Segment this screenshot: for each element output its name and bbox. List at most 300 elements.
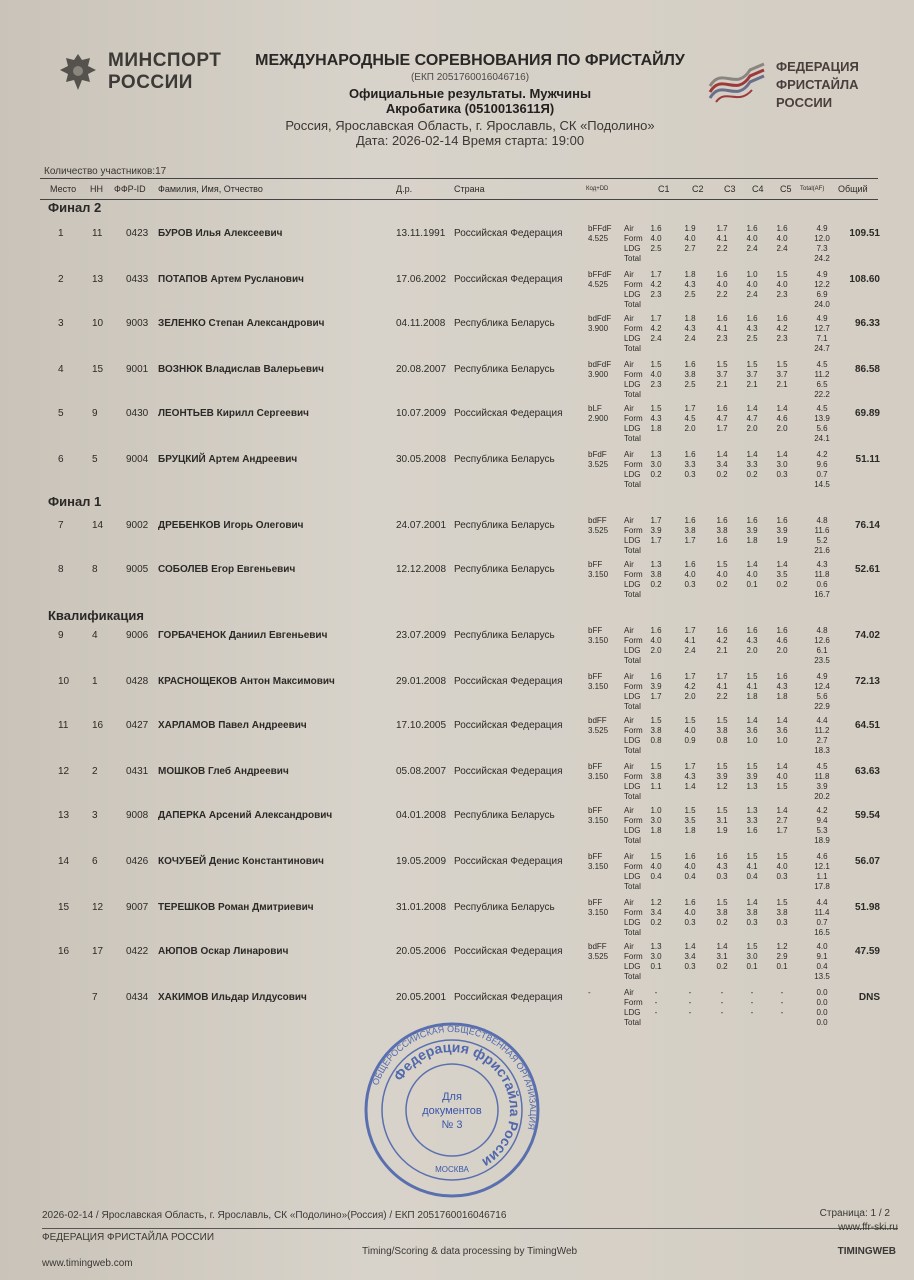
judge-score: 1.6 (716, 626, 728, 635)
score-label: Form (624, 682, 643, 691)
judge-score: 2.2 (716, 692, 728, 701)
venue: Россия, Ярославская Область, г. Ярославль, СК «Подолино» (285, 118, 655, 133)
jump-code (588, 360, 611, 380)
judge-scores-c1 (644, 942, 668, 972)
judge-score: 1.5 (650, 852, 662, 861)
dob-cell: 20.05.2001 (396, 992, 447, 1003)
judge-scores-c4 (740, 942, 764, 972)
judge-score: 4.0 (776, 772, 788, 781)
judge-scores-c4 (740, 270, 764, 300)
country-cell: Республика Беларусь (454, 564, 555, 575)
country-cell: Республика Беларусь (454, 630, 555, 641)
code-value: - (588, 988, 591, 997)
score-label: Air (624, 224, 634, 233)
ffr-id-cell: 9007 (126, 902, 149, 913)
judge-score: 2.9 (776, 952, 788, 961)
judge-score: 1.6 (684, 516, 696, 525)
score-totals (810, 762, 834, 802)
score-label: Form (624, 726, 643, 735)
judge-score: 2.0 (650, 646, 662, 655)
place-cell: 13 (58, 810, 70, 821)
judge-scores-c3 (710, 988, 734, 1018)
judge-score: 1.5 (746, 762, 758, 771)
judge-score: 3.9 (716, 772, 728, 781)
country-cell: Республика Беларусь (454, 520, 555, 531)
ffr-id-cell: 9006 (126, 630, 149, 641)
component-total: 6.5 (816, 380, 828, 389)
judge-score: 1.6 (684, 852, 696, 861)
overall-score: 47.59 (854, 946, 880, 957)
judge-score: 3.6 (746, 726, 758, 735)
judge-score: 1.6 (684, 898, 696, 907)
judge-score: 0.1 (746, 962, 758, 971)
component-total: 9.4 (816, 816, 828, 825)
col-c1: C1 (658, 184, 670, 194)
code-value: bdFdF (588, 360, 612, 369)
score-label: Air (624, 806, 634, 815)
table-row (40, 224, 878, 268)
judge-score: 1.2 (716, 782, 728, 791)
judge-score: 1.8 (650, 424, 662, 433)
footer-timing: Timing/Scoring & data processing by TimingWeb (362, 1246, 578, 1257)
score-label: LDG (624, 290, 641, 299)
table-row (40, 516, 878, 560)
code-value: bdFdF (588, 314, 612, 323)
score-label: Form (624, 324, 643, 333)
nn-cell: 4 (92, 630, 98, 641)
dd-value: 3.525 (588, 952, 609, 961)
component-total: 12.6 (814, 636, 830, 645)
judge-scores-c1 (644, 224, 668, 254)
jump-total: 20.2 (814, 792, 830, 801)
overall-score: DNS (858, 992, 880, 1003)
judge-score: 1.3 (650, 450, 662, 459)
jump-code (588, 626, 608, 646)
code-value: bFF (588, 852, 603, 861)
score-labels (624, 672, 643, 712)
col-total: Total(AF) (800, 186, 825, 192)
dd-value: 3.900 (588, 370, 609, 379)
place-cell: 3 (58, 318, 64, 329)
ffr-id-cell: 9008 (126, 810, 149, 821)
country-cell: Российская Федерация (454, 992, 563, 1003)
score-label: Total (624, 1018, 641, 1027)
footer-federation: ФЕДЕРАЦИЯ ФРИСТАЙЛА РОССИИ (42, 1232, 215, 1243)
dd-value: 2.900 (588, 414, 609, 423)
document-header (230, 52, 710, 148)
judge-score: 3.8 (716, 908, 728, 917)
score-label: Air (624, 516, 634, 525)
table-row (40, 898, 878, 942)
judge-score: 1.5 (716, 806, 728, 815)
judge-score: 1.6 (746, 224, 758, 233)
athlete-name: СОБОЛЕВ Егор Евгеньевич (158, 564, 296, 575)
component-total: 4.3 (816, 560, 828, 569)
judge-score: 2.4 (684, 334, 696, 343)
dob-cell: 29.01.2008 (396, 676, 447, 687)
score-totals (810, 224, 834, 264)
judge-score: 2.4 (746, 244, 758, 253)
table-row (40, 270, 878, 314)
judge-score: 3.7 (746, 370, 758, 379)
judge-score: 1.4 (746, 560, 758, 569)
judge-score: 3.8 (650, 570, 662, 579)
code-value: bdFF (588, 942, 607, 951)
dob-cell: 05.08.2007 (396, 766, 447, 777)
country-cell: Российская Федерация (454, 676, 563, 687)
component-total: 9.6 (816, 460, 828, 469)
footer-line (42, 1208, 898, 1229)
score-label: Total (624, 254, 641, 263)
country-cell: Республика Беларусь (454, 318, 555, 329)
judge-score: 1.7 (684, 672, 696, 681)
place-cell: 12 (58, 766, 70, 777)
judge-scores-c5 (770, 450, 794, 480)
judge-score: 3.8 (650, 772, 662, 781)
judge-score: 3.0 (776, 460, 788, 469)
score-labels (624, 942, 643, 982)
judge-score: 0.3 (776, 918, 788, 927)
score-labels (624, 560, 643, 600)
judge-score: 4.1 (746, 862, 758, 871)
code-value: bFF (588, 672, 603, 681)
country-cell: Российская Федерация (454, 946, 563, 957)
component-total: 5.6 (816, 692, 828, 701)
ffr-id-cell: 0423 (126, 228, 149, 239)
stamp-center-3: № 3 (441, 1119, 463, 1131)
judge-score: - (780, 1008, 784, 1017)
country-cell: Российская Федерация (454, 720, 563, 731)
page-number: Страница: 1 / 2 (819, 1208, 890, 1219)
judge-scores-c1 (644, 560, 668, 590)
judge-scores-c2 (678, 942, 702, 972)
score-totals (810, 988, 834, 1028)
judge-score: 4.0 (684, 726, 696, 735)
waving-flag-icon (706, 62, 768, 108)
score-label: LDG (624, 646, 641, 655)
org-right-line1: ФЕДЕРАЦИЯ (776, 59, 859, 74)
score-label: LDG (624, 380, 641, 389)
judge-score: 3.0 (650, 952, 662, 961)
country-cell: Российская Федерация (454, 274, 563, 285)
jump-code (588, 450, 608, 470)
component-total: 0.0 (816, 998, 828, 1007)
judge-score: 2.4 (650, 334, 662, 343)
code-value: bFF (588, 626, 603, 635)
component-total: 12.2 (814, 280, 830, 289)
col-overall: Общий (838, 184, 868, 194)
judge-score: 1.9 (776, 536, 788, 545)
judge-scores-c3 (710, 672, 734, 702)
score-label: Total (624, 434, 641, 443)
place-cell: 2 (58, 274, 64, 285)
judge-score: 0.9 (684, 736, 696, 745)
judge-score: 1.5 (716, 716, 728, 725)
judge-score: 1.3 (650, 560, 662, 569)
athlete-name: ЛЕОНТЬЕВ Кирилл Сергеевич (158, 408, 309, 419)
table-row (40, 852, 878, 896)
place-cell: 10 (58, 676, 70, 687)
participants-count: Количество участников:17 (44, 166, 167, 177)
place-cell: 15 (58, 902, 70, 913)
score-labels (624, 270, 643, 310)
judge-scores-c5 (770, 672, 794, 702)
judge-score: 1.7 (684, 404, 696, 413)
score-label: Air (624, 626, 634, 635)
nn-cell: 15 (92, 364, 104, 375)
component-total: 0.6 (816, 580, 828, 589)
code-value: bdFF (588, 516, 607, 525)
judge-score: - (780, 988, 784, 997)
score-label: Total (624, 656, 641, 665)
score-label: LDG (624, 962, 641, 971)
component-total: 4.2 (816, 450, 828, 459)
dob-cell: 24.07.2001 (396, 520, 447, 531)
judge-score: - (780, 998, 784, 1007)
judge-score: 0.2 (776, 580, 788, 589)
judge-score: 1.6 (746, 516, 758, 525)
judge-scores-c2 (678, 314, 702, 344)
judge-score: 1.6 (776, 314, 788, 323)
judge-scores-c1 (644, 450, 668, 480)
dd-value: 3.525 (588, 726, 609, 735)
judge-score: 4.0 (650, 234, 662, 243)
score-labels (624, 988, 643, 1028)
component-total: 11.2 (814, 726, 830, 735)
athlete-name: КРАСНОЩЕКОВ Антон Максимович (158, 676, 335, 687)
judge-score: 2.0 (684, 692, 696, 701)
judge-score: 4.3 (746, 324, 758, 333)
minsport-logo (58, 50, 221, 94)
score-label: Total (624, 882, 641, 891)
country-cell: Республика Беларусь (454, 454, 555, 465)
nn-cell: 5 (92, 454, 98, 465)
judge-score: 1.6 (746, 314, 758, 323)
judge-scores-c3 (710, 516, 734, 546)
score-labels (624, 806, 643, 846)
judge-score: 2.3 (776, 290, 788, 299)
judge-score: 0.3 (716, 872, 728, 881)
score-totals (810, 672, 834, 712)
judge-score: 4.7 (716, 414, 728, 423)
overall-score: 109.51 (849, 228, 880, 239)
component-total: 11.8 (814, 570, 830, 579)
judge-score: 3.0 (746, 952, 758, 961)
judge-score: 3.4 (716, 460, 728, 469)
judge-score: 4.6 (776, 636, 788, 645)
ffr-id-cell: 0430 (126, 408, 149, 419)
place-cell: 1 (58, 228, 64, 239)
results-subtitle: Официальные результаты. Мужчины (348, 86, 592, 101)
judge-scores-c3 (710, 360, 734, 390)
judge-score: 1.6 (716, 270, 728, 279)
stamp-city: МОСКВА (435, 1165, 469, 1174)
jump-code (588, 716, 608, 736)
score-label: LDG (624, 1008, 641, 1017)
jump-code (588, 806, 608, 826)
judge-score: 2.2 (716, 244, 728, 253)
col-c2: C2 (692, 184, 704, 194)
table-row (40, 942, 878, 986)
col-nn: НН (90, 184, 103, 194)
judge-score: 1.7 (684, 626, 696, 635)
col-name: Фамилия, Имя, Отчество (158, 184, 263, 194)
code-value: bLF (588, 404, 602, 413)
judge-score: 1.3 (746, 806, 758, 815)
ffr-id-cell: 9002 (126, 520, 149, 531)
component-total: 9.1 (816, 952, 828, 961)
nn-cell: 12 (92, 902, 104, 913)
table-header (40, 178, 878, 200)
athlete-name: ПОТАПОВ Артем Русланович (158, 274, 304, 285)
judge-score: 1.0 (746, 270, 758, 279)
judge-score: 4.0 (716, 280, 728, 289)
judge-score: 3.8 (684, 526, 696, 535)
dob-cell: 13.11.1991 (396, 228, 446, 239)
jump-total: 22.2 (814, 390, 830, 399)
component-total: 13.9 (814, 414, 830, 423)
score-label: Air (624, 942, 634, 951)
nn-cell: 7 (92, 992, 98, 1003)
judge-scores-c2 (678, 360, 702, 390)
component-total: 4.9 (816, 224, 828, 233)
judge-score: 3.1 (716, 816, 728, 825)
date-line: Дата: 2026-02-14 Время старта: 19:00 (355, 133, 585, 148)
score-label: LDG (624, 424, 641, 433)
judge-score: 1.8 (684, 314, 696, 323)
score-totals (810, 314, 834, 354)
col-place: Место (50, 184, 77, 194)
judge-scores-c2 (678, 762, 702, 792)
judge-score: 1.6 (650, 626, 662, 635)
judge-score: - (654, 998, 658, 1007)
judge-score: 1.4 (716, 942, 728, 951)
athlete-name: ЗЕЛЕНКО Степан Александрович (158, 318, 325, 329)
judge-score: 0.8 (716, 736, 728, 745)
judge-score: 1.0 (650, 806, 662, 815)
judge-score: 1.4 (684, 782, 696, 791)
dob-cell: 17.10.2005 (396, 720, 447, 731)
judge-score: 4.0 (684, 862, 696, 871)
judge-score: 4.3 (746, 636, 758, 645)
component-total: 3.9 (816, 782, 828, 791)
component-total: 0.4 (816, 962, 828, 971)
judge-score: 1.5 (776, 782, 788, 791)
score-label: LDG (624, 826, 641, 835)
footer-site-right[interactable]: www.ffr-ski.ru (838, 1222, 898, 1233)
judge-score: 2.4 (776, 244, 788, 253)
org-right-line2: ФРИСТАЙЛА (776, 77, 859, 92)
nn-cell: 13 (92, 274, 104, 285)
judge-score: 1.5 (776, 852, 788, 861)
component-total: 0.7 (816, 470, 828, 479)
judge-scores-c3 (710, 806, 734, 836)
country-cell: Российская Федерация (454, 766, 563, 777)
score-totals (810, 716, 834, 756)
nn-cell: 16 (92, 720, 104, 731)
athlete-name: БРУЦКИЙ Артем Андреевич (158, 454, 298, 465)
score-label: Form (624, 952, 643, 961)
judge-score: 1.6 (684, 560, 696, 569)
score-label: Form (624, 862, 643, 871)
country-cell: Российская Федерация (454, 408, 563, 419)
dob-cell: 23.07.2009 (396, 630, 447, 641)
score-label: Air (624, 360, 634, 369)
score-label: Total (624, 590, 641, 599)
judge-score: 4.0 (716, 570, 728, 579)
jump-code (588, 516, 608, 536)
athlete-name: ХАКИМОВ Ильдар Илдусович (158, 992, 307, 1003)
score-totals (810, 270, 834, 310)
judge-scores-c2 (678, 988, 702, 1018)
code-value: bFFdF (588, 270, 612, 279)
footer-site-left[interactable]: www.timingweb.com (42, 1258, 133, 1269)
judge-score: 1.8 (776, 692, 788, 701)
judge-scores-c4 (740, 716, 764, 746)
judge-score: 4.0 (746, 570, 758, 579)
judge-score: 1.6 (684, 360, 696, 369)
score-label: Air (624, 404, 634, 413)
org-left-line2: РОССИИ (108, 72, 193, 93)
judge-score: 3.3 (746, 460, 758, 469)
judge-scores-c5 (770, 560, 794, 590)
judge-scores-c4 (740, 360, 764, 390)
judge-score: 0.2 (716, 470, 728, 479)
dd-value: 3.150 (588, 908, 609, 917)
judge-score: 1.4 (746, 898, 758, 907)
judge-scores-c1 (644, 806, 668, 836)
score-label: LDG (624, 692, 641, 701)
judge-score: 0.1 (746, 580, 758, 589)
component-total: 4.6 (816, 852, 828, 861)
ffr-id-cell: 0427 (126, 720, 149, 731)
judge-scores-c5 (770, 270, 794, 300)
judge-score: 1.0 (746, 736, 758, 745)
dob-cell: 19.05.2009 (396, 856, 447, 867)
judge-score: 1.4 (746, 404, 758, 413)
judge-scores-c4 (740, 560, 764, 590)
col-dob: Д.р. (396, 184, 413, 194)
judge-scores-c3 (710, 942, 734, 972)
org-right-line3: РОССИИ (776, 95, 833, 110)
judge-score: 1.5 (716, 360, 728, 369)
score-label: Total (624, 792, 641, 801)
judge-scores-c1 (644, 898, 668, 928)
jump-total: 0.0 (816, 1018, 828, 1027)
judge-score: 2.0 (776, 424, 788, 433)
judge-score: 2.1 (716, 380, 728, 389)
judge-score: 0.3 (746, 918, 758, 927)
score-labels (624, 224, 643, 264)
component-total: 12.7 (814, 324, 830, 333)
component-total: 0.7 (816, 918, 828, 927)
judge-score: 1.0 (776, 736, 788, 745)
judge-score: 2.4 (746, 290, 758, 299)
judge-scores-c2 (678, 806, 702, 836)
judge-score: 4.1 (746, 682, 758, 691)
judge-scores-c2 (678, 404, 702, 434)
judge-score: 3.4 (650, 908, 662, 917)
overall-score: 76.14 (854, 520, 880, 531)
ffr-id-cell: 9003 (126, 318, 149, 329)
judge-score: 1.7 (650, 536, 662, 545)
judge-score: 1.3 (650, 942, 662, 951)
nn-cell: 6 (92, 856, 98, 867)
score-label: LDG (624, 580, 641, 589)
ffr-id-cell: 0434 (126, 992, 149, 1003)
component-total: 4.9 (816, 314, 828, 323)
judge-score: - (750, 988, 754, 997)
